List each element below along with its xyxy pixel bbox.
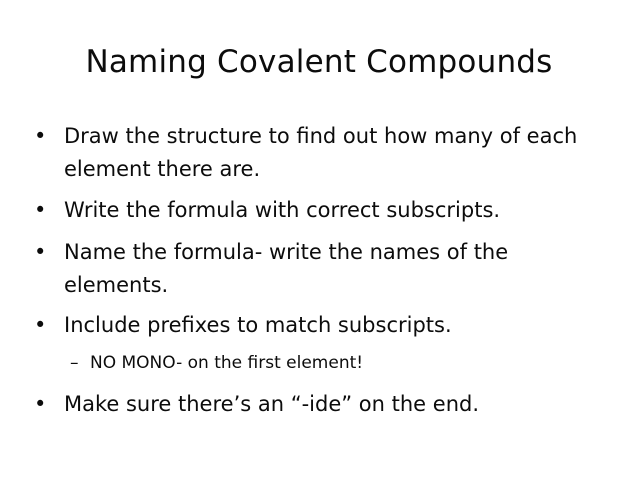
bullet-dot: • [34, 240, 47, 264]
bullet-dot: • [34, 124, 47, 148]
sub-bullet-text: NO MONO- on the first element! [90, 353, 364, 373]
bullet-item [34, 309, 594, 342]
bullet-text: Write the formula with correct subscripts. [64, 198, 501, 222]
bullet-item [34, 388, 594, 421]
bullet-dot: • [34, 392, 47, 416]
sub-bullet-dash: – [70, 353, 79, 373]
bullet-text: Draw the structure to find out how many of each element there are. [64, 124, 578, 181]
bullet-text: Name the formula- write the names of the elements. [64, 240, 509, 297]
bullet-dot: • [34, 198, 47, 222]
slide-title: Naming Covalent Compounds [85, 44, 553, 80]
bullet-text: Make sure there’s an “-ide” on the end. [64, 392, 480, 416]
bullet-item [34, 236, 594, 302]
bullet-dot: • [34, 313, 47, 337]
bullet-item [34, 120, 594, 186]
bullet-item [34, 194, 594, 227]
bullet-text: Include prefixes to match subscripts. [64, 313, 452, 337]
